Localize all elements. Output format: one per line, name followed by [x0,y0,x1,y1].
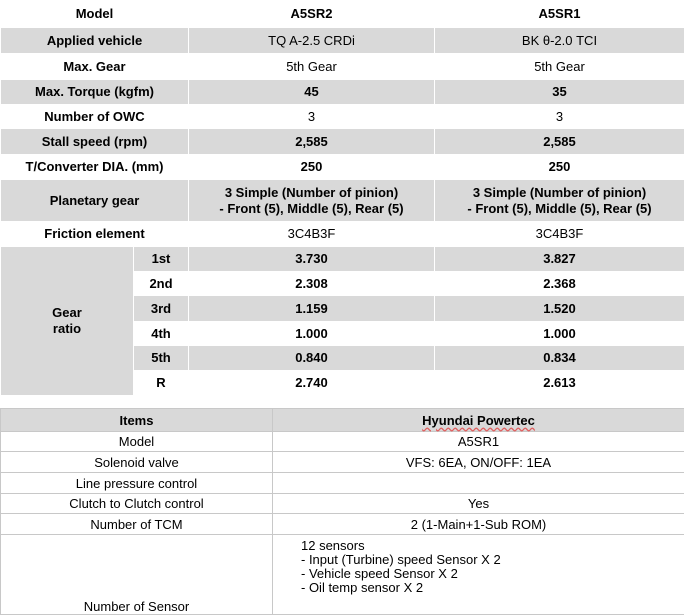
row-label-planetary-gear: Planetary gear [1,180,189,222]
gear-label-3rd: 3rd [134,296,189,322]
tconverter-col2: 250 [435,155,684,180]
gear-5th-col2: 0.834 [435,346,684,371]
value-solenoid-valve: VFS: 6EA, ON/OFF: 1EA [273,452,684,473]
gear-1st-col1: 3.730 [189,247,435,272]
stall-speed-col1: 2,585 [189,129,435,155]
gear-ratio-label-line2: ratio [53,321,81,336]
gear-2nd-col1: 2.308 [189,272,435,296]
row-label-number-of-owc: Number of OWC [1,105,189,129]
row-label-friction-element: Friction element [1,222,189,247]
value-number-of-sensor [273,535,684,615]
gear-3rd-col1: 1.159 [189,296,435,322]
row-label-max-gear: Max. Gear [1,54,189,80]
gear-label-2nd: 2nd [134,272,189,296]
row-label-stall-speed: Stall speed (rpm) [1,129,189,155]
item-line-pressure: Line pressure control [1,473,273,494]
header-model-label: Model [1,1,189,28]
items-table [0,408,684,615]
maker-header [273,409,684,432]
sensor-line: - Oil temp sensor X 2 [301,581,684,595]
gear-1st-col2: 3.827 [435,247,684,272]
row-label-max-torque: Max. Torque (kgfm) [1,80,189,105]
max-torque-col2: 35 [435,80,684,105]
gear-2nd-col2: 2.368 [435,272,684,296]
max-torque-col1: 45 [189,80,435,105]
planetary-gear-col2: 3 Simple (Number of pinion) - Front (5), Middle (5), Rear (5) [435,180,684,222]
friction-element-col1: 3C4B3F [189,222,435,247]
item-model: Model [1,432,273,452]
item-number-of-tcm: Number of TCM [1,514,273,535]
gear-ratio-label-line1: Gear [52,305,82,320]
friction-element-col2: 3C4B3F [435,222,684,247]
gear-4th-col1: 1.000 [189,322,435,346]
gear-label-5th: 5th [134,346,189,371]
sensor-line: - Vehicle speed Sensor X 2 [301,567,684,581]
gear-4th-col2: 1.000 [435,322,684,346]
value-line-pressure [273,473,684,494]
sensor-line: 12 sensors [301,539,684,553]
gear-r-col2: 2.613 [435,371,684,396]
row-label-tconverter: T/Converter DIA. (mm) [1,155,189,180]
maker-header-text: Hyundai Powertec [422,413,535,428]
applied-vehicle-col1: TQ A-2.5 CRDi [189,28,435,54]
item-clutch-control: Clutch to Clutch control [1,494,273,514]
header-col1: A5SR2 [189,1,435,28]
row-label-applied-vehicle: Applied vehicle [1,28,189,54]
planetary-gear-col1: 3 Simple (Number of pinion) - Front (5), Middle (5), Rear (5) [189,180,435,222]
applied-vehicle-col2: BK θ-2.0 TCI [435,28,684,54]
gear-3rd-col2: 1.520 [435,296,684,322]
max-gear-col2: 5th Gear [435,54,684,80]
owc-col2: 3 [435,105,684,129]
item-solenoid-valve: Solenoid valve [1,452,273,473]
owc-col1: 3 [189,105,435,129]
gear-5th-col1: 0.840 [189,346,435,371]
sensor-line: - Input (Turbine) speed Sensor X 2 [301,553,684,567]
header-col2: A5SR1 [435,1,684,28]
value-clutch-control: Yes [273,494,684,514]
gear-label-1st: 1st [134,247,189,272]
gear-r-col1: 2.740 [189,371,435,396]
gear-label-4th: 4th [134,322,189,346]
max-gear-col1: 5th Gear [189,54,435,80]
item-number-of-sensor: Number of Sensor [1,535,273,615]
items-header: Items [1,409,273,432]
stall-speed-col2: 2,585 [435,129,684,155]
tconverter-col1: 250 [189,155,435,180]
gear-ratio-label [1,247,134,396]
value-model: A5SR1 [273,432,684,452]
value-number-of-tcm: 2 (1-Main+1-Sub ROM) [273,514,684,535]
gear-label-r: R [134,371,189,396]
